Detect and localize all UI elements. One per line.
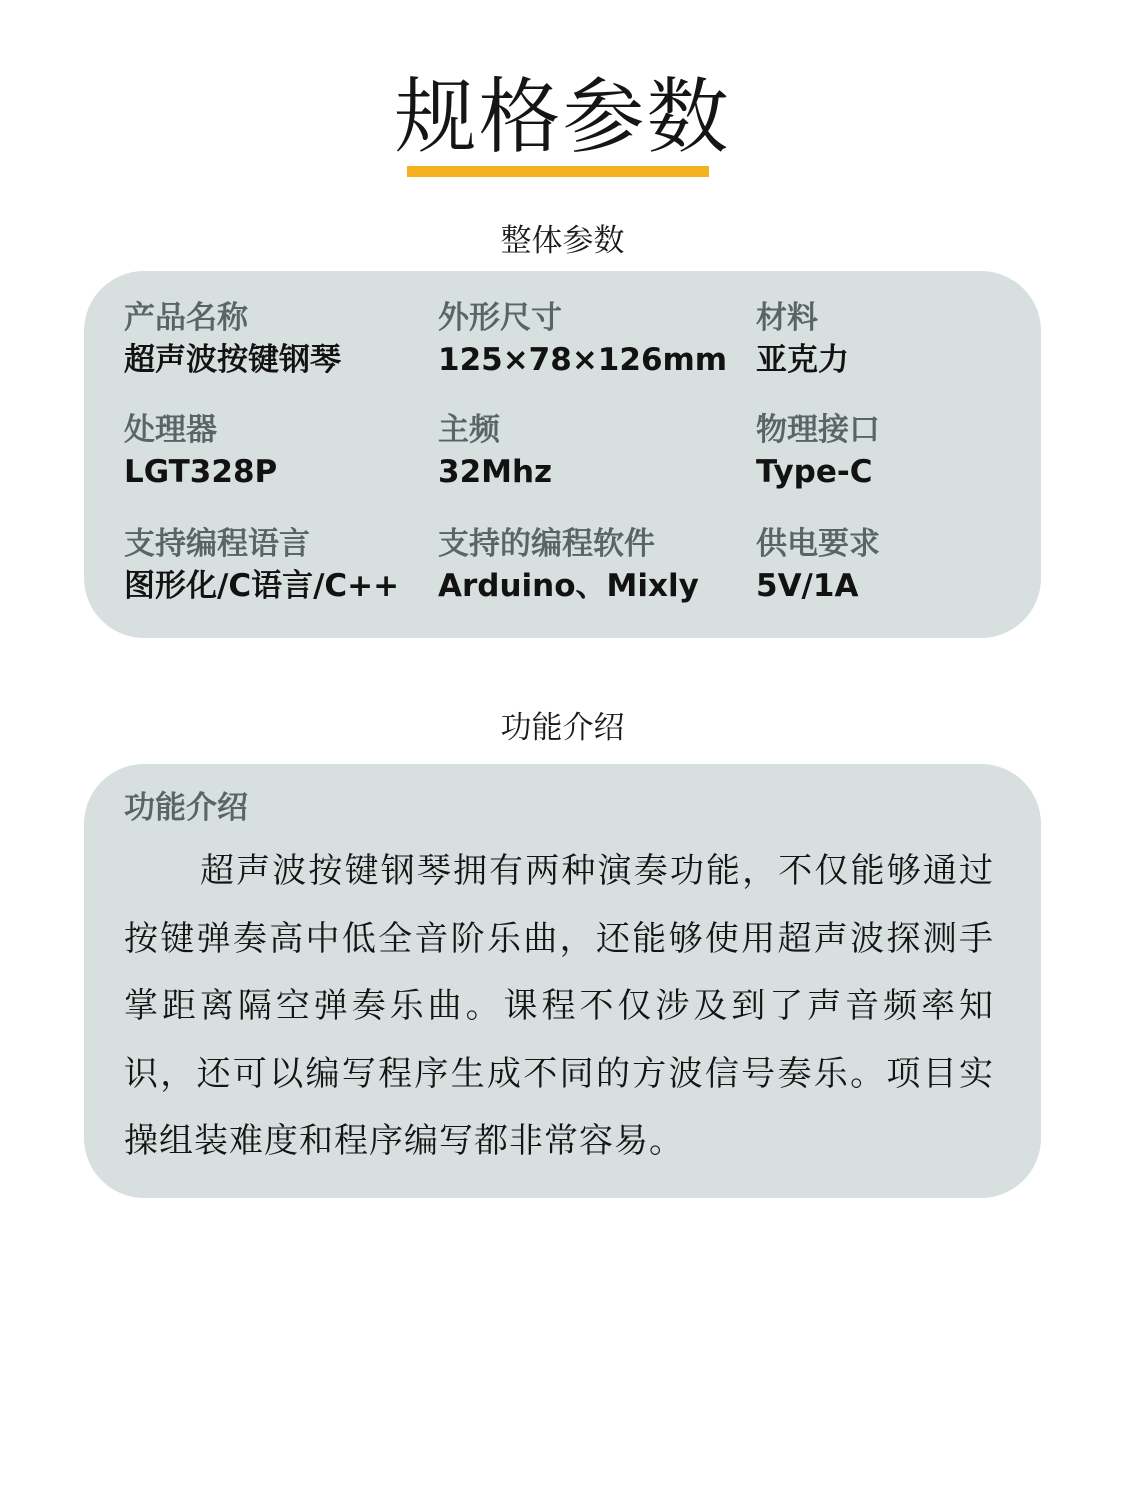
overall-params-heading: 整体参数 [500, 223, 625, 259]
spec-material [756, 298, 1086, 380]
spec-value: 125×78×126mm [438, 342, 728, 378]
spec-label: 处理器 [124, 412, 217, 448]
features-card [84, 764, 1041, 1198]
spec-label: 供电要求 [756, 526, 880, 562]
spec-value: Type-C [756, 454, 873, 490]
spec-interface [756, 410, 1086, 492]
spec-label: 外形尺寸 [438, 300, 562, 336]
spec-value: 32Mhz [438, 454, 553, 490]
spec-software [438, 524, 768, 606]
spec-value: Arduino、Mixly [438, 568, 699, 604]
spec-value: LGT328P [124, 454, 278, 490]
title-underline [407, 166, 709, 177]
features-label: 功能介绍 [124, 790, 248, 826]
spec-frequency [438, 410, 768, 492]
spec-card [84, 271, 1041, 638]
spec-label: 产品名称 [124, 300, 248, 336]
spec-value: 亚克力 [756, 342, 849, 378]
spec-dimensions [438, 298, 768, 380]
spec-product-name [124, 298, 454, 380]
spec-label: 材料 [756, 300, 818, 336]
spec-label: 支持的编程软件 [438, 526, 655, 562]
spec-processor [124, 410, 454, 492]
spec-label: 支持编程语言 [124, 526, 310, 562]
spec-label: 主频 [438, 412, 500, 448]
spec-label: 物理接口 [756, 412, 880, 448]
spec-value: 图形化/C语言/C++ [124, 568, 400, 604]
page-title: 规格参数 [394, 70, 731, 165]
spec-languages [124, 524, 454, 606]
spec-power [756, 524, 1086, 606]
features-description: 超声波按键钢琴拥有两种演奏功能，不仅能够通过按键弹奏高中低全音阶乐曲，还能够使用超声波探测手掌距离隔空弹奏乐曲。课程不仅涉及到了声音频率知识，还可以编写程序生成不同的方波信号奏乐。项目实操组装难度和程序编写都非常容易。 [124, 851, 994, 1161]
features-heading: 功能介绍 [500, 710, 625, 746]
spec-value: 超声波按键钢琴 [124, 342, 341, 378]
spec-value: 5V/1A [756, 568, 859, 604]
